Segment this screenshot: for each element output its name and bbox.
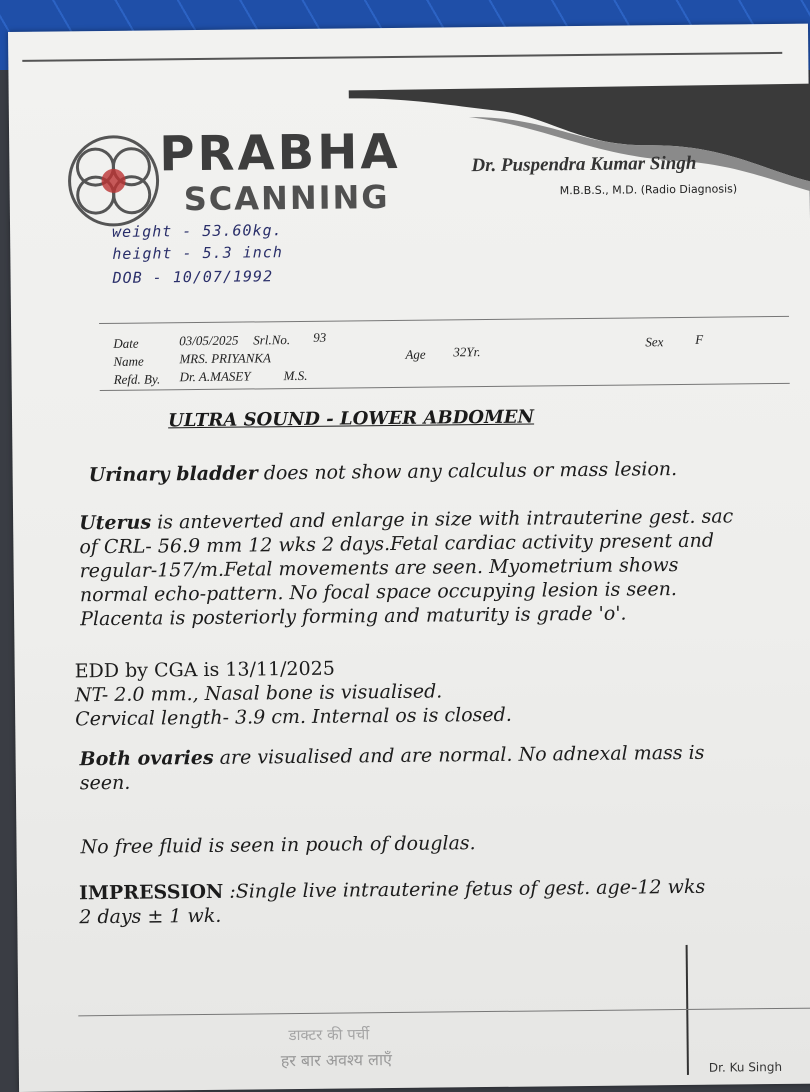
age-value: 32Yr. (453, 344, 481, 360)
header-wave-band (349, 74, 810, 199)
handwritten-weight: weight - 53.60kg. (112, 221, 283, 241)
footer-rule (78, 1008, 810, 1017)
uterus-paragraph (79, 504, 734, 631)
impression-heading: IMPRESSION (78, 880, 224, 905)
ovaries-line2: seen. (79, 771, 131, 795)
brand-name: PRABHA (158, 123, 401, 183)
handwritten-dob: DOB - 10/07/1992 (112, 267, 274, 287)
bladder-paragraph (89, 457, 678, 487)
impression-line2: 2 days ± 1 wk. (79, 904, 222, 929)
report-paper (8, 24, 810, 1092)
dates-block (75, 655, 512, 732)
doctor-qualifications: M.B.B.S., M.D. (Radio Diagnosis) (559, 182, 738, 198)
uterus-line2: of CRL- 56.9 mm 12 wks 2 days.Fetal cardiac activity present and (79, 529, 715, 559)
patient-info-box (99, 316, 790, 391)
uterus-line1: is anteverted and enlarge in size with intrauterine gest. sac (150, 505, 734, 534)
cervical-line: Cervical length- 3.9 cm. Internal os is closed. (75, 703, 512, 731)
impression-paragraph (79, 875, 706, 930)
uterus-line5: Placenta is posteriorly forming and maturity is grade 'o'. (80, 602, 627, 631)
refd-suffix: M.S. (283, 367, 308, 384)
date-label: Date (113, 335, 139, 351)
refd-value: Dr. A.MASEY (179, 368, 251, 385)
signature-text: Dr. Ku Singh (708, 1059, 783, 1075)
edd-line: EDD by CGA is 13/11/2025 (74, 657, 335, 683)
bladder-text: does not show any calculus or mass lesion. (257, 458, 678, 485)
hindi-footer-line2: हर बार अवश्य लाएँ (280, 1050, 393, 1071)
uterus-line3: regular-157/m.Fetal movements are seen. Myometrium shows (79, 554, 679, 583)
bladder-heading: Urinary bladder (88, 462, 258, 487)
srl-value: 93 (313, 329, 327, 345)
date-value: 03/05/2025 (179, 332, 239, 349)
brand-subtitle: SCANNING (183, 178, 390, 219)
refd-label: Refd. By. (113, 371, 161, 387)
nt-line: NT- 2.0 mm., Nasal bone is visualised. (74, 680, 443, 707)
age-label: Age (405, 346, 426, 362)
logo-icon (61, 132, 166, 229)
sex-label: Sex (645, 334, 664, 350)
uterus-line4: normal echo-pattern. No focal space occupying lesion is seen. (79, 578, 678, 607)
free-fluid-paragraph: No free fluid is seen in pouch of douglas. (80, 832, 476, 859)
sex-value: F (695, 331, 704, 347)
ovaries-heading: Both ovaries (79, 746, 214, 771)
ovaries-text: are visualised and are normal. No adnexal mass is (213, 741, 705, 769)
name-label: Name (113, 353, 144, 369)
report-title: ULTRA SOUND - LOWER ABDOMEN (167, 406, 535, 432)
header-rule (22, 52, 782, 62)
ovaries-paragraph (79, 741, 704, 796)
srl-label: Srl.No. (253, 332, 291, 348)
impression-text: :Single live intrauterine fetus of gest. age-12 wks (223, 875, 706, 903)
uterus-heading: Uterus (79, 511, 152, 535)
name-value: MRS. PRIYANKA (179, 350, 272, 367)
doctor-name: Dr. Puspendra Kumar Singh (471, 152, 697, 177)
handwritten-height: height - 5.3 inch (112, 243, 283, 263)
hindi-footer-line1: डाक्टर की पर्ची (288, 1025, 370, 1045)
